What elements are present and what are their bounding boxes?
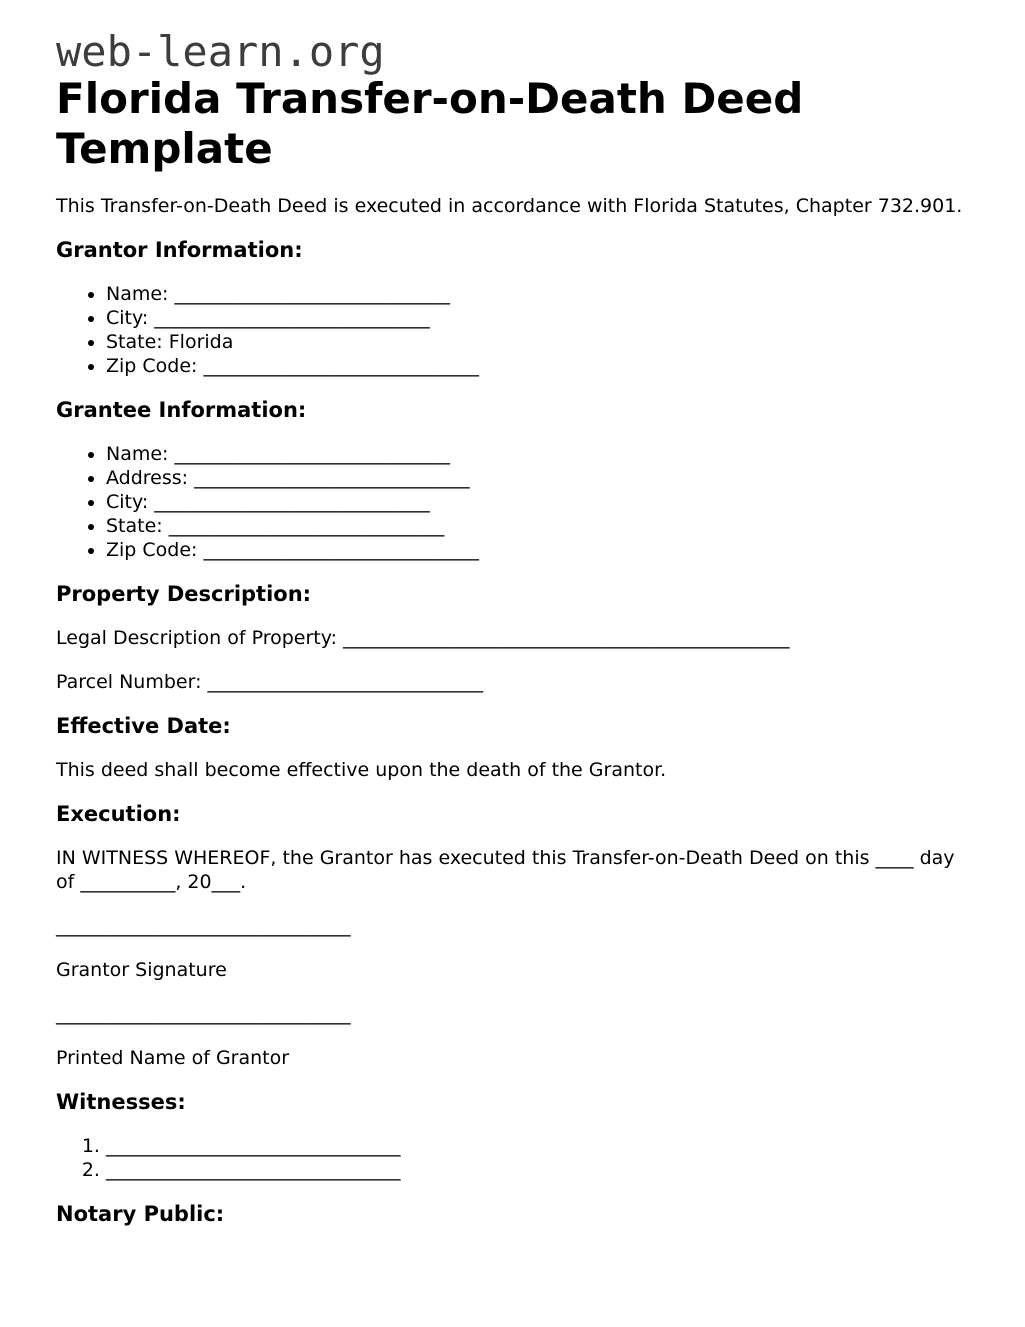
grantee-city-field: • City: _____________________________ [106, 490, 973, 514]
section-heading-grantee-information: Grantee Information: [56, 398, 307, 422]
execution-paragraph: IN WITNESS WHEREOF, the Grantor has executed this Transfer-on-Death Deed on this ____ day of __________, 20___. [56, 847, 955, 893]
grantor-zip-field: • Zip Code: _____________________________ [106, 354, 973, 378]
intro-paragraph: This Transfer-on-Death Deed is executed in accordance with Florida Statutes, Chapter 732.901. [56, 195, 963, 217]
grantor-signature-line: _______________________________ [56, 915, 351, 937]
grantor-signature-label: Grantor Signature [56, 959, 227, 981]
witness-line-1: 1. _______________________________ [106, 1134, 973, 1158]
grantor-state-field: • State: Florida [106, 330, 973, 354]
witness-line-2: 2. _______________________________ [106, 1158, 973, 1182]
grantee-name-field: • Name: _____________________________ [106, 442, 973, 466]
section-heading-notary-public: Notary Public: [56, 1202, 225, 1226]
grantee-state-field: • State: _____________________________ [106, 514, 973, 538]
page-title: Florida Transfer-on-Death Deed Template [56, 74, 804, 173]
section-heading-witnesses: Witnesses: [56, 1090, 186, 1114]
witness-lines-list [56, 1134, 973, 1182]
section-heading-effective-date: Effective Date: [56, 714, 231, 738]
section-heading-grantor-information: Grantor Information: [56, 238, 303, 262]
grantee-fields-list [56, 442, 973, 562]
grantee-address-field: • Address: _____________________________ [106, 466, 973, 490]
grantor-fields-list [56, 282, 973, 378]
parcel-number-field: Parcel Number: _____________________________ [56, 671, 484, 693]
legal-description-field: Legal Description of Property: _______________________________________________ [56, 627, 790, 649]
section-heading-property-description: Property Description: [56, 582, 312, 606]
grantor-name-field: • Name: _____________________________ [106, 282, 973, 306]
grantee-zip-field: • Zip Code: _____________________________ [106, 538, 973, 562]
printed-name-line: _______________________________ [56, 1003, 351, 1025]
printed-name-label: Printed Name of Grantor [56, 1047, 290, 1069]
site-logo: web-learn.org [56, 27, 385, 76]
grantor-city-field: • City: _____________________________ [106, 306, 973, 330]
section-heading-execution: Execution: [56, 802, 181, 826]
effective-date-paragraph: This deed shall become effective upon the death of the Grantor. [56, 759, 667, 781]
